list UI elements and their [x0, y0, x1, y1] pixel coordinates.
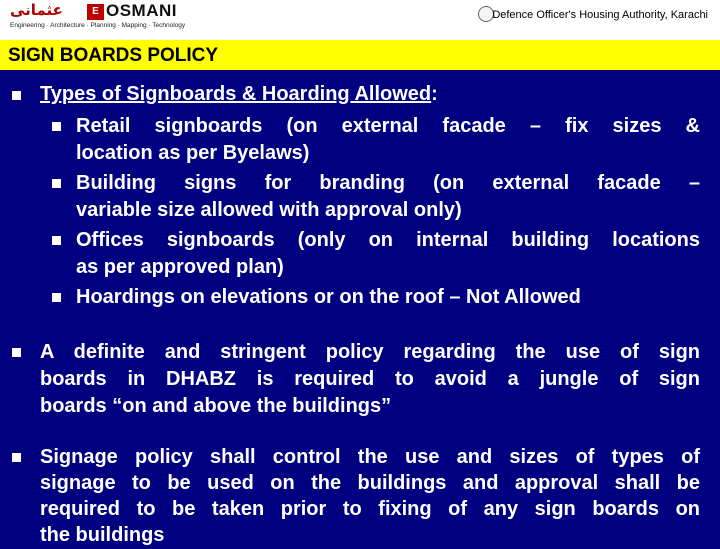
logo-name: OSMANI: [106, 1, 177, 20]
square-bullet-icon: [52, 122, 61, 131]
logo-arabic-text: عثمانی: [10, 1, 63, 19]
types-heading-colon: :: [431, 83, 438, 105]
signage-line-1: Signage policy shall control the use and sizes of types of: [40, 446, 700, 468]
policy-line-1: A definite and stringent policy regarding the use of sign: [40, 341, 700, 363]
square-bullet-icon: [52, 293, 61, 302]
types-heading-text: Types of Signboards & Hoarding Allowed: [40, 83, 432, 105]
organization-name: Defence Officer's Housing Authority, Karachi: [492, 9, 708, 21]
signage-line-3: required to be taken prior to fixing of any sign boards on: [40, 498, 700, 520]
policy-line-3: boards “on and above the buildings”: [40, 395, 392, 417]
list-item-offices-cont: as per approved plan): [76, 256, 284, 278]
signage-line-4: the buildings: [40, 524, 165, 546]
types-heading: [40, 81, 710, 108]
square-bullet-icon: [12, 348, 21, 357]
list-item-branding: Building signs for branding (on external facade –: [76, 172, 700, 194]
slide-content: [0, 70, 720, 546]
square-bullet-icon: [12, 453, 21, 462]
list-item-retail: Retail signboards (on external facade – fix sizes &: [76, 115, 700, 137]
list-item-hoardings: Hoardings on elevations or on the roof – Not Allowed: [76, 286, 581, 308]
title-bar: [0, 40, 720, 70]
square-bullet-icon: [52, 179, 61, 188]
list-item-retail-cont: location as per Byelaws): [76, 142, 310, 164]
slide-title: SIGN BOARDS POLICY: [8, 45, 219, 66]
list-item-branding-cont: variable size allowed with approval only): [76, 199, 462, 221]
square-bullet-icon: [12, 91, 21, 100]
logo-tagline: Engineering · Architecture · Planning · Mapping · Technology: [10, 22, 186, 29]
logo-mark-icon: E: [87, 4, 104, 20]
square-bullet-icon: [52, 236, 61, 245]
list-item-offices: Offices signboards (only on internal building locations: [76, 229, 700, 251]
osmani-logo: [8, 1, 188, 35]
signage-line-2: signage to be used on the buildings and approval shall be: [40, 472, 700, 494]
policy-line-2: boards in DHABZ is required to avoid a jungle of sign: [40, 368, 700, 390]
header-bar: [0, 0, 720, 40]
